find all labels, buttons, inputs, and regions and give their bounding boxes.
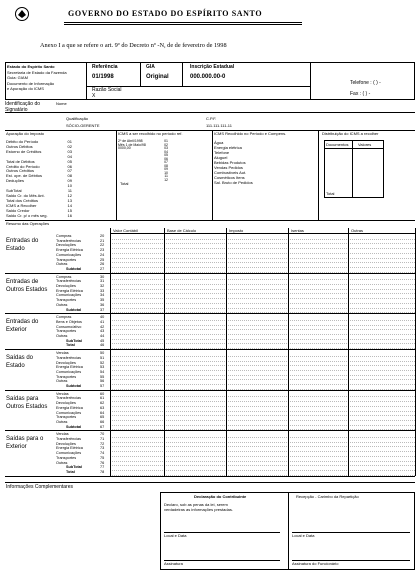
icms-recolher-code: 07 [164, 160, 168, 164]
icms-recolher-code: 01 [164, 139, 168, 143]
resumo-row-code: 33 [100, 288, 105, 293]
secretaria-line: Secretaria de Estado da Fazenda [7, 69, 67, 75]
resumo-row-code: 55 [100, 374, 105, 379]
resumo-group-label: Saídas para o Exterior [6, 436, 44, 451]
apuracao-code: 09 [67, 178, 72, 184]
resumo-row-code: 70 [100, 432, 105, 437]
resumo-row-code: 64 [100, 410, 105, 415]
resumo-row-code: 76 [100, 460, 105, 465]
qualificacao-label: Qualificação [66, 116, 89, 121]
apuracao-label: Deduções [6, 178, 25, 184]
resumo-row-label: Devoluções [56, 243, 76, 248]
resumo-row-label: Total [66, 343, 75, 348]
resumo-row-code: 75 [100, 455, 105, 460]
resumo-row-label: Energia Elétrica [56, 365, 83, 370]
razao-label: Razão Social [92, 87, 122, 93]
resumo-group-label: Entradas de Outros Estados [6, 278, 48, 293]
resumo-row-label: Compras [56, 315, 72, 320]
resumo-row-rule [110, 248, 415, 249]
apuracao-code: 03 [67, 148, 72, 154]
resumo-row-rule [110, 451, 415, 452]
resumo-row-rule [110, 279, 415, 280]
apuracao-code: 10 [67, 183, 72, 189]
telefone-field: Telefone : ( ) - [350, 80, 381, 86]
resumo-row-rule [110, 239, 415, 240]
resumo-row-label: Transportes [56, 298, 77, 303]
cpf-value: 111.111.111-11 [206, 123, 232, 128]
apuracao-code: 13 [67, 197, 72, 203]
resumo-row-rule [110, 370, 415, 371]
resumo-row-code: 60 [100, 391, 105, 396]
apuracao-code: 01 [67, 139, 72, 144]
resumo-row-rule [110, 320, 415, 321]
resumo-row-label: SubTotal [66, 338, 82, 343]
assinatura-funcionario-label: Assinatura do Funcionário [292, 561, 339, 566]
resumo-row-rule [110, 456, 415, 457]
apuracao-label: Crédito do Período [6, 163, 40, 169]
resumo-column-line [164, 228, 165, 476]
resumo-header-rule [110, 233, 415, 234]
resumo-row-code: 23 [100, 248, 105, 253]
apuracao-label: Estorno de Créditos [6, 148, 42, 154]
resumo-row-rule [110, 343, 415, 344]
resumo-column-line [288, 228, 289, 476]
resumo-group-separator [5, 349, 415, 350]
resumo-row-rule [110, 375, 415, 376]
resumo-row-rule [110, 361, 415, 362]
recolhido-row: Combustíveis Aut. [214, 170, 247, 175]
apuracao-label: Total de Débitos [6, 158, 35, 164]
resumo-row-rule [110, 308, 415, 309]
icms-recolher-code: 12 [164, 177, 168, 182]
resumo-row-rule [110, 379, 415, 380]
icms-recolher-label: Mês 1 de Maio/98 [118, 142, 146, 147]
resumo-row-label: Transferências [56, 279, 81, 284]
resumo-row-label: Outras [56, 379, 68, 384]
resumo-group-separator [5, 476, 415, 477]
qualificacao-value: SÓCIO-GERENTE [66, 123, 100, 128]
resumo-row-code: 21 [100, 238, 105, 243]
apuracao-label: Saldo Credor [6, 207, 30, 213]
resumo-row-label: Outras [56, 302, 68, 307]
annex-line: Anexo I a que se refere o art. 9º do Decreto nº -N, de de fevereiro de 1998 [40, 42, 227, 49]
resumo-title: Resumo das Operações [6, 221, 50, 226]
cpf-label: C.P.F. [206, 116, 217, 121]
resumo-row-label: Transportes [56, 329, 77, 334]
resumo-row-code: 63 [100, 405, 105, 410]
apuracao-label: Outros Débitos [6, 143, 33, 149]
resumo-row-rule [110, 329, 415, 330]
icms-recolher-title: ICMS a ser recolhido no período ref. [118, 131, 183, 136]
razao-value: X [92, 93, 96, 99]
resumo-row-label: Transportes [56, 257, 77, 262]
apuracao-code: 11 [67, 188, 72, 194]
apuracao-code: 06 [67, 163, 72, 169]
resumo-row-code: 20 [100, 234, 105, 238]
resumo-row-label: Transportes [56, 374, 77, 379]
local-data-label-2: Local e Data [292, 533, 315, 538]
resumo-row-rule [110, 262, 415, 263]
recolhido-row: Bebidas Produtos [214, 160, 246, 165]
resumo-group-separator [5, 313, 415, 314]
resumo-row-label: Devoluções [56, 360, 76, 365]
resumo-row-code: 73 [100, 446, 105, 451]
apuracao-label: Saldo Cr. p/ o mês seg. [6, 212, 48, 218]
icms-recolher-code: 09 [164, 167, 168, 171]
resumo-row-label: Outras [56, 334, 68, 338]
secretaria-line: Documento de Informação [7, 80, 55, 86]
resumo-row-label: Energia Elétrica [56, 288, 83, 293]
distribuicao-col-documentos: Documentos [326, 142, 349, 147]
icms-recolher-code: 08 [164, 163, 168, 168]
icms-recolher-code: 05 [164, 153, 168, 157]
apuracao-title: Apuração do Imposto [6, 131, 45, 136]
resumo-row-label: Devoluções [56, 441, 76, 446]
ie-label: Inscrição Estadual [190, 64, 235, 70]
resumo-row-rule [110, 384, 415, 385]
resumo-row-code: 37 [100, 307, 105, 312]
resumo-row-code: 54 [100, 369, 105, 374]
resumo-row-code: 43 [100, 329, 105, 334]
resumo-row-code: 30 [100, 274, 105, 279]
resumo-row-label: Comunicações [56, 293, 82, 298]
apuracao-label: Total dos Créditos [6, 197, 39, 203]
distribuicao-title: Distribuição do ICMS a recolher [322, 131, 379, 136]
resumo-row-label: Subtotal [66, 384, 82, 388]
apuracao-code: 05 [67, 158, 72, 164]
secretaria-line: Guia: GIAM [7, 75, 28, 80]
recolhido-title: ICMS Recolhido no Período e Compens. [214, 131, 287, 136]
resumo-row-code: 57 [100, 384, 105, 388]
resumo-row-rule [110, 401, 415, 402]
resumo-row-rule [110, 303, 415, 304]
resumo-row-code: 41 [100, 319, 105, 324]
resumo-col-header: Isentas [291, 228, 304, 233]
resumo-row-label: Vendas [56, 351, 69, 356]
resumo-row-code: 46 [100, 343, 105, 348]
apuracao-label: SubTotal [6, 188, 22, 194]
resumo-row-label: Energia Elétrica [56, 405, 83, 410]
resumo-group-label: Entradas do Estado [6, 238, 39, 252]
recolhido-row: Água [214, 140, 224, 145]
apuracao-label: Saldo Cr. do Mês Ant. [6, 192, 45, 198]
resumo-row-label: Vendas [56, 391, 69, 396]
assinatura-label: Assinatura [164, 561, 183, 566]
recepcao-title: Recepção - Carimbo da Repartição [296, 494, 359, 499]
resumo-row-label: Compras [56, 234, 72, 238]
resumo-row-label: Comunicações [56, 369, 82, 374]
icms-recolher-label: 0000,00 [118, 146, 131, 150]
resumo-row-code: 27 [100, 266, 105, 271]
resumo-group-label: Saídas para Outros Estados [6, 395, 48, 410]
resumo-row-code: 52 [100, 360, 105, 365]
resumo-row-label: Comunicações [56, 252, 82, 257]
gia-value: Original [146, 74, 169, 80]
recolhido-row: Vendas Pedidos [214, 165, 243, 170]
resumo-row-label: Subtotal [66, 307, 82, 312]
resumo-row-rule [110, 365, 415, 366]
resumo-row-rule [110, 442, 415, 443]
resumo-row-label: Subtotal [66, 266, 82, 271]
resumo-row-code: 26 [100, 262, 105, 267]
declaracao-text-2: verdadeiras as informações prestadas. [164, 507, 233, 512]
referencia-value: 01/1998 [92, 74, 114, 80]
resumo-row-rule [110, 406, 415, 407]
resumo-row-label: Outras [56, 460, 68, 465]
recolhido-row: Cosméticos Itens [214, 175, 245, 180]
resumo-group-separator [5, 273, 415, 274]
resumo-row-label: Transferências [56, 437, 81, 441]
resumo-row-label: Transferências [56, 238, 81, 243]
nome-label: Nome [56, 101, 67, 106]
distribuicao-total: Total [326, 191, 335, 196]
icms-recolher-code: 06 [164, 156, 168, 161]
icms-recolher-label: 2º de Abril/1998 [118, 139, 143, 143]
resumo-column-line [415, 228, 416, 476]
resumo-row-rule [110, 284, 415, 285]
icms-recolher-code: 02 [164, 142, 168, 147]
declaracao-title: Declaração do Contribuinte [194, 494, 247, 499]
recolhido-row: Sal. Bruto de Pedidos [214, 180, 253, 185]
resumo-row-rule [110, 293, 415, 294]
gia-label: GIA [146, 64, 155, 70]
signatario-label: Identificação do Signatário [5, 101, 41, 113]
resumo-col-header: Imposto [229, 228, 244, 233]
resumo-row-rule [110, 334, 415, 335]
resumo-row-code: 66 [100, 419, 105, 424]
resumo-row-rule [110, 243, 415, 244]
icms-recolher-total: Total [120, 181, 129, 186]
resumo-row-label: Subtotal [66, 424, 82, 429]
resumo-row-label: Energia Elétrica [56, 248, 83, 253]
icms-recolher-code: 11 [164, 174, 168, 178]
resumo-row-code: 44 [100, 334, 105, 338]
resumo-row-code: 45 [100, 338, 105, 343]
apuracao-code: 16 [67, 212, 72, 218]
resumo-row-rule [110, 298, 415, 299]
resumo-row-label: Comunicações [56, 451, 82, 456]
resumo-group-label: Saídas do Estado [6, 355, 34, 370]
resumo-row-rule [110, 415, 415, 416]
info-complementares-label: Informações Complementares [6, 484, 73, 490]
resumo-row-label: Transferências [56, 355, 81, 360]
icms-recolher-code: 03 [164, 146, 168, 150]
resumo-row-rule [110, 411, 415, 412]
secretaria-line: e Apuração do ICMS [7, 86, 44, 91]
apuracao-label: ICMS a Recolher [6, 202, 37, 208]
recolhido-row: Telefone [214, 150, 230, 155]
apuracao-code: 02 [67, 143, 72, 149]
resumo-row-code: 36 [100, 302, 105, 307]
local-data-label: Local e Data [164, 533, 187, 538]
recolhido-row: Energia elétrica [214, 145, 242, 150]
resumo-row-label: Transportes [56, 415, 77, 420]
resumo-row-code: 78 [100, 469, 105, 474]
fax-field: Fax : ( ) - [350, 91, 371, 97]
resumo-row-label: Energia Elétrica [56, 446, 83, 451]
resumo-group-separator [5, 390, 415, 391]
resumo-row-code: 65 [100, 415, 105, 420]
resumo-row-code: 35 [100, 298, 105, 303]
apuracao-code: 14 [67, 202, 72, 208]
secretaria-line: Estado do Espírito Santo [7, 64, 55, 69]
resumo-row-code: 32 [100, 284, 105, 288]
resumo-row-label: Transferências [56, 396, 81, 401]
resumo-row-rule [110, 420, 415, 421]
resumo-col-header: Base de Cálculo [167, 228, 197, 233]
resumo-column-line [348, 228, 349, 476]
resumo-row-label: Transportes [56, 455, 77, 460]
resumo-row-code: 40 [100, 315, 105, 320]
apuracao-label: Outros Créditos [6, 168, 35, 174]
icms-recolher-code: 10 [164, 170, 168, 175]
resumo-row-code: 62 [100, 401, 105, 406]
resumo-row-rule [110, 267, 415, 268]
resumo-row-label: Devoluções [56, 401, 76, 406]
resumo-row-rule [110, 325, 415, 326]
resumo-row-code: 25 [100, 257, 105, 262]
resumo-row-label: SubTotal [66, 465, 82, 470]
apuracao-code: 12 [67, 192, 72, 198]
resumo-row-rule [110, 258, 415, 259]
resumo-row-rule [110, 446, 415, 447]
resumo-col-header: Valor Contábil [113, 228, 138, 233]
resumo-column-line [110, 228, 111, 476]
resumo-row-rule [110, 356, 415, 357]
referencia-label: Referência [92, 64, 118, 70]
resumo-row-label: Bens e Objetos [56, 319, 82, 324]
apuracao-code: 08 [67, 173, 72, 179]
resumo-row-rule [110, 437, 415, 438]
apuracao-label: Est. ope. de Débitos [6, 173, 43, 179]
resumo-row-code: 71 [100, 437, 105, 441]
resumo-row-code: 51 [100, 355, 105, 360]
apuracao-label: Débito do Período [6, 139, 39, 144]
distribuicao-col-valores: Valores [358, 142, 372, 147]
resumo-row-rule [110, 289, 415, 290]
resumo-row-rule [110, 253, 415, 254]
resumo-row-rule [110, 465, 415, 466]
resumo-row-code: 50 [100, 351, 105, 356]
resumo-row-rule [110, 470, 415, 471]
resumo-row-label: Total [66, 469, 75, 474]
resumo-group-label: Entradas do Exterior [6, 319, 39, 334]
resumo-row-rule [110, 339, 415, 340]
resumo-column-line [226, 228, 227, 476]
apuracao-code: 07 [67, 168, 72, 174]
resumo-row-code: 31 [100, 279, 105, 284]
resumo-col-header: Outras [351, 228, 364, 233]
resumo-row-code: 67 [100, 424, 105, 429]
resumo-row-code: 72 [100, 441, 105, 446]
resumo-row-code: 53 [100, 365, 105, 370]
resumo-row-rule [110, 396, 415, 397]
resumo-row-label: Vendas [56, 432, 69, 437]
resumo-row-code: 74 [100, 451, 105, 456]
ie-value: 000.000.00-0 [190, 74, 226, 80]
resumo-row-code: 61 [100, 396, 105, 401]
resumo-row-code: 56 [100, 379, 105, 384]
resumo-row-code: 34 [100, 293, 105, 298]
apuracao-code: 04 [67, 153, 72, 159]
resumo-row-rule [110, 461, 415, 462]
resumo-row-label: Compras [56, 274, 72, 279]
resumo-row-label: Comunicações [56, 410, 82, 415]
apuracao-code: 15 [67, 207, 72, 213]
resumo-row-rule [110, 425, 415, 426]
page-title: GOVERNO DO ESTADO DO ESPÍRITO SANTO [68, 9, 263, 18]
resumo-row-code: 22 [100, 243, 105, 248]
declaracao-text-1: Declaro, sob as penas da lei, serem [164, 502, 228, 507]
resumo-row-code: 77 [100, 465, 105, 470]
resumo-row-label: Outras [56, 262, 68, 267]
resumo-row-code: 42 [100, 324, 105, 329]
resumo-group-separator [5, 430, 415, 431]
resumo-row-label: Consumo/ativo [56, 324, 82, 329]
recolhido-row: Aluguel [214, 155, 228, 160]
resumo-row-code: 24 [100, 252, 105, 257]
resumo-row-label: Outras [56, 419, 68, 424]
icms-recolher-code: 04 [164, 149, 168, 154]
resumo-row-label: Devoluções [56, 284, 76, 288]
